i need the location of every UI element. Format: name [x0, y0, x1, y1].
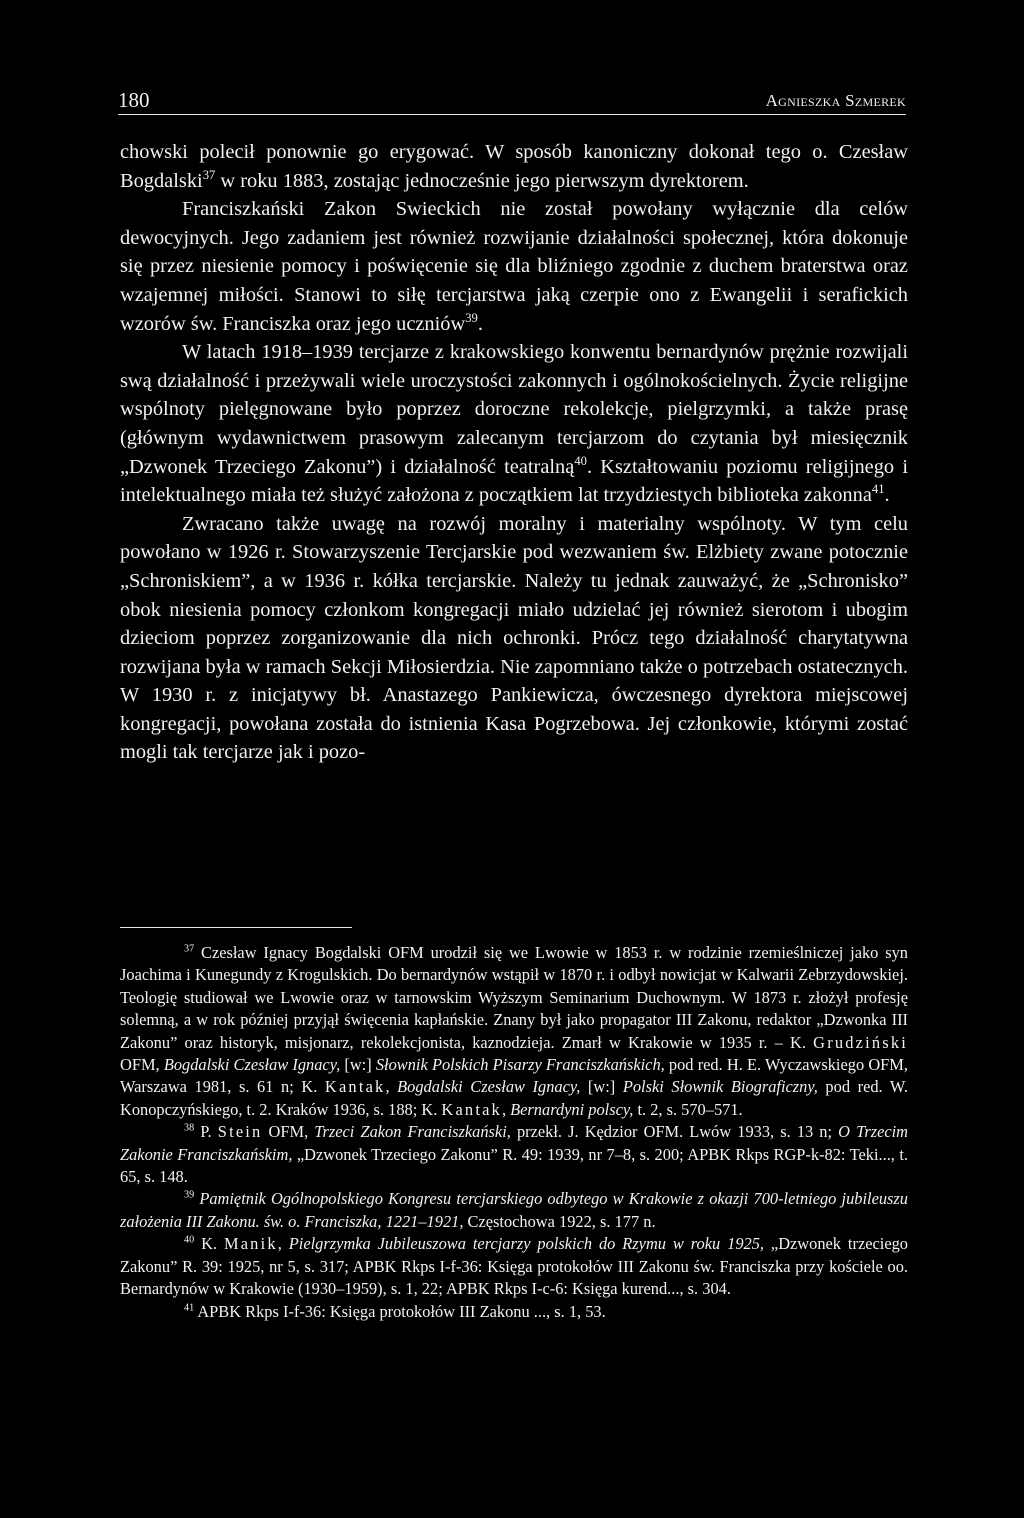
footnote-separator	[120, 927, 352, 928]
text-run: Częstochowa 1922, s. 177 n.	[463, 1211, 656, 1231]
italic-title: Trzeci Zakon Franciszkański,	[314, 1122, 511, 1142]
spaced-author-name: Stein	[217, 1122, 263, 1142]
text-run: „Dzwonek trzeciego Zakonu” R. 39: 1925, nr 5, s. 317; APBK Rkps I-f-36: Księga protokołów III Zakonu św. Franciszka przy kościele oo. Bernardynów w Krakowie (1930–1959), s. 1, 22; APBK Rkps I-c-6: Księga kurend..., s. 304.	[120, 1234, 908, 1299]
text-run: w roku 1883, zostając jednocześnie jego pierwszym dyrektorem.	[215, 169, 749, 192]
text-run: [w:]	[340, 1055, 376, 1075]
footnote-ref: 40	[574, 453, 587, 468]
footnote	[120, 1188, 908, 1233]
italic-title: Bogdalski Czesław Ignacy,	[397, 1077, 581, 1097]
italic-title: Słownik Polskich Pisarzy Franciszkańskich,	[375, 1055, 665, 1075]
text-run: K.	[194, 1234, 224, 1254]
text-run: ,	[501, 1099, 511, 1119]
text-run: P.	[194, 1122, 218, 1142]
footnote	[120, 1301, 908, 1323]
text-run: OFM,	[120, 1055, 164, 1075]
text-run: ,	[385, 1077, 398, 1097]
running-header	[118, 88, 906, 115]
footnote-ref: 41	[871, 481, 885, 496]
footnote-ref: 40	[184, 1234, 195, 1246]
body-paragraph	[120, 138, 908, 195]
body-paragraph	[120, 338, 908, 510]
footnote	[120, 942, 908, 1121]
italic-title: Polski Słownik Biograficzny,	[622, 1077, 818, 1097]
text-run: chowski polecił ponownie go erygować. W sposób kanoniczny dokonał tego o. Czesław Bogdalski	[120, 141, 908, 192]
text-run: W latach 1918–1939 tercjarze z krakowskiego konwentu bernardynów prężnie rozwijali swą działalność i przeżywali wiele uroczystości zakonnych i ogólnokościelnych. Życie religijne wspólnoty pielęgnowane było poprzez doroczne rekolekcje, pielgrzymki, a także prasę (głównym wydawnictwem prasowym zalecanym tercjarzom do czytania był miesięcznik „Dzwonek Trzeciego Zakonu”) i działalność teatralną	[120, 341, 908, 478]
text-run: [w:]	[580, 1077, 623, 1097]
text-run: Zwracano także uwagę na rozwój moralny i materialny wspólnoty. W tym celu powołano w 1926 r. Stowarzyszenie Tercjarskie pod wezwaniem św. Elżbiety zwane potocznie „Schroniskiem”, a w 1936 r. kółka tercjarskie. Należy tu jednak zauważyć, że „Schronisko” obok niesienia pomocy członkom kongregacji miało udzielać jej również sierotom i ubogim dzieciom poprzez zorganizowanie dla nich ochronki. Prócz tego działalność charytatywna rozwijana była w ramach Sekcji Miłosierdzia. Nie zapomniano także o potrzebach ostatecznych. W 1930 r. z inicjatywy bł. Anastazego Pankiewicza, ówczesnego dyrektora miejscowej kongregacji, powołana została do istnienia Kasa Pogrzebowa. Jej członkowie, którymi zostać mogli tak tercjarze jak i pozo-	[120, 512, 908, 764]
footnote-ref: 37	[202, 167, 216, 182]
footnote-ref: 37	[184, 943, 195, 955]
text-run: .	[477, 312, 483, 335]
spaced-author-name: Kantak	[324, 1077, 386, 1097]
text-run: Czesław Ignacy Bogdalski OFM urodził się we Lwowie w 1853 r. w rodzinie rzemieślniczej jako syn Joachima i Kunegundy z Krogulskich. Do bernardynów wstąpił w 1870 r. i odbył nowicjat w Kalwarii Zebrzydowskiej. Teologię studiował we Lwowie oraz w tarnowskim Wyższym Seminarium Duchownym. W 1873 r. złożył profesję solemną, a w rok później przyjął święcenia kapłańskie. Znany był jako propagator III Zakonu, redaktor „Dzwonka III Zakonu” oraz historyk, misjonarz, rekolekcjonista, kaznodzieja. Zmarł w Krakowie w 1935 r. – K.	[120, 943, 908, 1052]
text-run: APBK Rkps I-f-36: Księga protokołów III Zakonu ..., s. 1, 53.	[194, 1301, 606, 1321]
spaced-author-name: Kantak	[441, 1099, 502, 1119]
footnote	[120, 1121, 908, 1188]
text-run: .	[884, 484, 890, 507]
text-run: przekł. J. Kędzior OFM. Lwów 1933, s. 13 n;	[510, 1122, 839, 1142]
italic-title: Bogdalski Czesław Ignacy,	[163, 1055, 341, 1075]
page-number: 180	[118, 88, 150, 112]
italic-title: Bernardyni polscy,	[510, 1099, 634, 1119]
text-run: Franciszkański Zakon Swieckich nie został powołany wyłącznie dla celów dewocyjnych. Jego zadaniem jest również rozwijanie działalności społecznej, która dokonuje się przez niesienie pomocy i poświęcenie się dla bliźniego zgodnie z duchem braterstwa oraz wzajemnej miłości. Stanowi to siłę tercjarstwa jaką czerpie ono z Ewangelii i serafickich wzorów św. Franciszka oraz jego uczniów	[120, 198, 908, 335]
body-paragraph	[120, 195, 908, 338]
text-run: t. 2, s. 570–571.	[633, 1099, 743, 1119]
footnote-ref: 38	[184, 1122, 195, 1134]
footnote-ref: 41	[184, 1301, 195, 1313]
italic-title: O Trzecim Zakonie Franciszkańskim,	[120, 1122, 909, 1164]
spaced-author-name: Grudziński	[813, 1032, 908, 1052]
text-run: ,	[277, 1234, 289, 1254]
italic-title: Pielgrzymka Jubileuszowa tercjarzy polskich do Rzymu w roku 1925,	[288, 1234, 764, 1254]
text-run: . Kształtowaniu poziomu religijnego i intelektualnego miała też służyć założona z początkiem lat trzydziestych biblioteka zakonna	[120, 455, 908, 507]
running-head-author: Agnieszka Szmerek	[765, 91, 906, 110]
italic-title: Pamiętnik Ogólnopolskiego Kongresu tercjarskiego odbytego w Krakowie z okazji 700-letniego jubileuszu założenia III Zakonu. św. o. Franciszka, 1221–1921,	[120, 1189, 908, 1231]
text-run: „Dzwonek Trzeciego Zakonu” R. 49: 1939, nr 7–8, s. 200; APBK Rkps RGP-k-82: Teki..., t. 65, s. 148.	[120, 1144, 909, 1187]
footnote-ref: 39	[184, 1189, 195, 1201]
body-paragraph	[120, 510, 908, 767]
text-run: pod red. H. E. Wyczawskiego OFM, Warszawa 1981, s. 61 n; K.	[120, 1055, 908, 1097]
main-text	[120, 138, 908, 767]
text-run: OFM,	[262, 1122, 315, 1142]
footnote-ref: 39	[465, 310, 478, 325]
text-run: pod red. W. Konopczyńskiego, t. 2. Kraków 1936, s. 188; K.	[120, 1077, 908, 1119]
footnotes	[120, 942, 908, 1323]
spaced-author-name: Manik	[223, 1234, 278, 1254]
footnote	[120, 1233, 908, 1300]
